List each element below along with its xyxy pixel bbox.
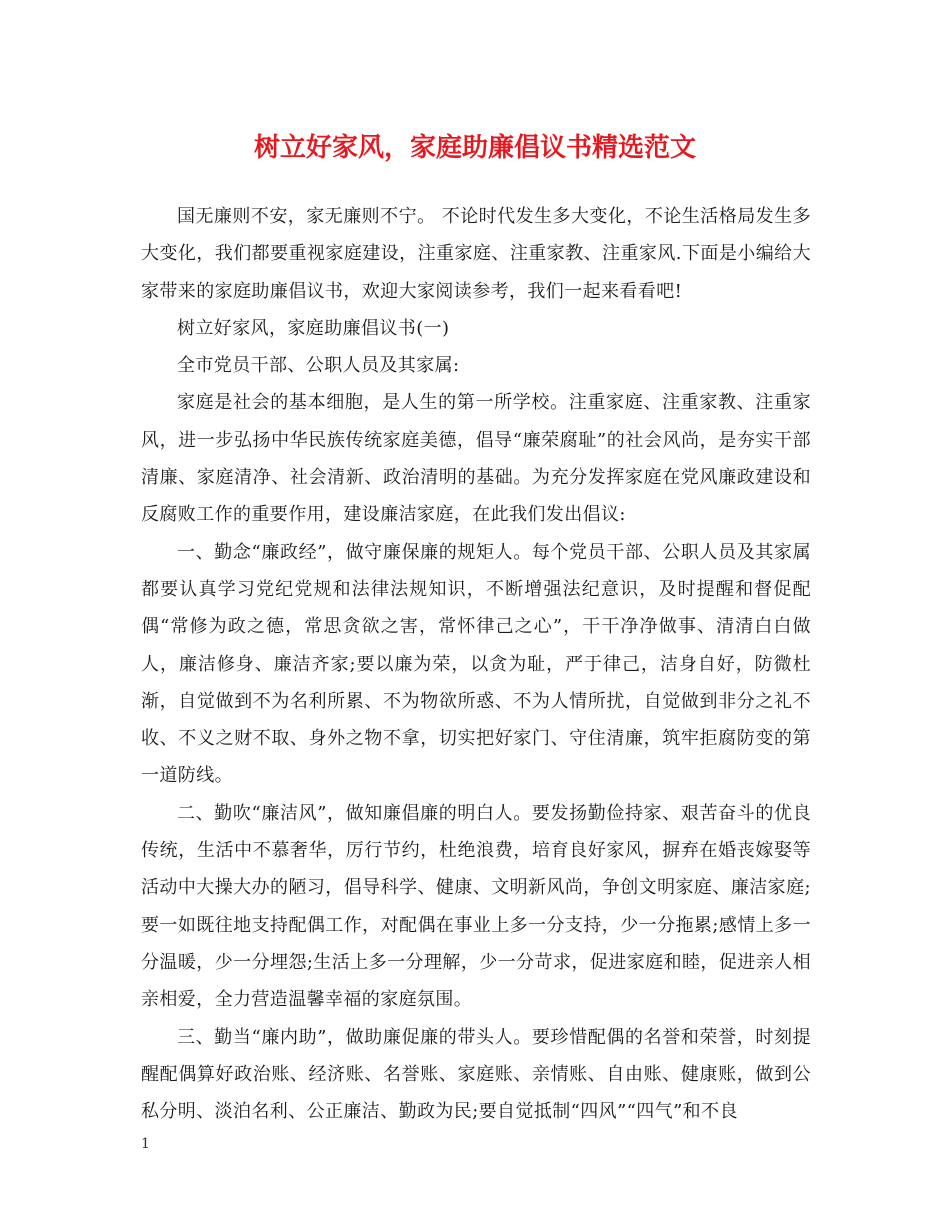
paragraph-point-one: 一、勤念“廉政经”，做守廉保廉的规矩人。每个党员干部、公职人员及其家属都要认真学习党纪党规和法律法规知识，不断增强法纪意识，及时提醒和督促配偶“常修为政之德，常思贪欲之害，常怀律己之心”，干干净净做事、清清白白做人，廉洁修身、廉洁齐家;要以廉为荣，以贪为耻，严于律己，洁身自好，防微杜渐，自觉做到不为名利所累、不为物欲所惑、不为人情所扰，自觉做到非分之礼不收、不义之财不取、身外之物不拿，切实把好家门、守住清廉，筑牢拒腐防变的第一道防线。: [141, 541, 811, 787]
page-number: 1: [141, 1136, 150, 1152]
document-title: 树立好家风，家庭助廉倡议书精选范文: [253, 133, 696, 163]
paragraph-point-three: 三、勤当“廉内助”，做助廉促廉的带头人。要珍惜配偶的名誉和荣誉，时刻提醒配偶算好政治账、经济账、名誉账、家庭账、亲情账、自由账、健康账，做到公私分明、淡泊名利、公正廉洁、勤政为民;要自觉抵制“四风”“四气”和不良: [141, 1026, 811, 1123]
paragraph-background: 家庭是社会的基本细胞，是人生的第一所学校。注重家庭、注重家教、注重家风，进一步弘扬中华民族传统家庭美德，倡导“廉荣腐耻”的社会风尚，是夯实干部清廉、家庭清净、社会清新、政治清明的基础。为充分发挥家庭在党风廉政建设和反腐败工作的重要作用，建设廉洁家庭，在此我们发出倡议:: [141, 392, 811, 526]
paragraph-subtitle: 树立好家风，家庭助廉倡议书(一): [177, 317, 450, 339]
paragraph-salutation: 全市党员干部、公职人员及其家属:: [177, 355, 460, 377]
document-body: [141, 198, 811, 1130]
paragraph-intro: 国无廉则不安，家无廉则不宁。 不论时代发生多大变化，不论生活格局发生多大变化，我们都要重视家庭建设，注重家庭、注重家教、注重家风.下面是小编给大家带来的家庭助廉倡议书，欢迎大家阅读参考，我们一起来看看吧!: [141, 206, 811, 302]
paragraph-point-two: 二、勤吹“廉洁风”，做知廉倡廉的明白人。要发扬勤俭持家、艰苦奋斗的优良传统，生活中不慕奢华，厉行节约，杜绝浪费，培育良好家风，摒弃在婚丧嫁娶等活动中大操大办的陋习，倡导科学、健康、文明新风尚，争创文明家庭、廉洁家庭;要一如既往地支持配偶工作，对配偶在事业上多一分支持，少一分拖累;感情上多一分温暖，少一分埋怨;生活上多一分理解，少一分苛求，促进家庭和睦，促进亲人相亲相爱，全力营造温馨幸福的家庭氛围。: [141, 802, 811, 1011]
